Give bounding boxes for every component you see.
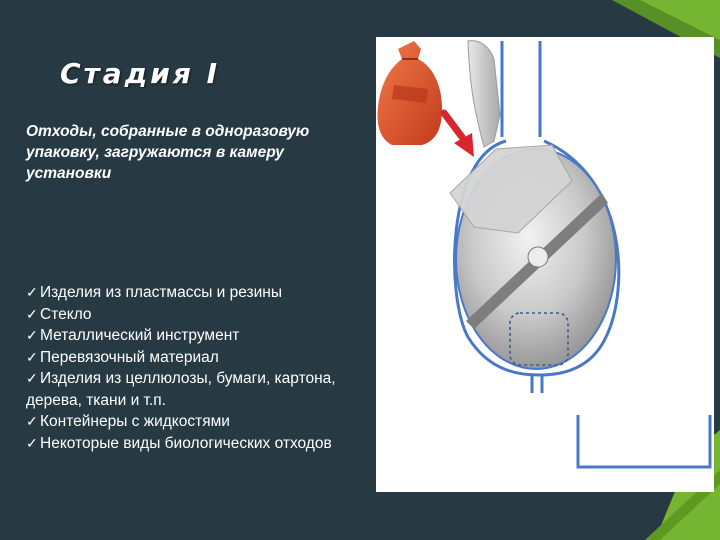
- checkmark-icon: ✓: [26, 413, 38, 429]
- list-item-text: Изделия из целлюлозы, бумаги, картона, дерева, ткани и т.п.: [26, 370, 336, 409]
- loading-funnel: [468, 41, 500, 147]
- checkmark-icon: ✓: [26, 370, 38, 386]
- list-item: [26, 347, 346, 369]
- waste-bag-icon: [378, 41, 442, 145]
- slide-title: Стадия I: [60, 57, 221, 90]
- list-item-text: Металлический инструмент: [40, 327, 240, 344]
- chamber-diagram: [376, 37, 714, 492]
- list-item-text: Контейнеры с жидкостями: [40, 413, 230, 430]
- list-item: [26, 411, 346, 433]
- checkmark-icon: ✓: [26, 284, 38, 300]
- checkmark-icon: ✓: [26, 434, 38, 451]
- list-item: [26, 282, 346, 304]
- waste-list: [26, 282, 346, 454]
- intro-text: Отходы, собранные в одноразовую упаковку, загружаются в камеру установки: [26, 123, 310, 182]
- chamber-illustration: [376, 37, 714, 492]
- checkmark-icon: ✓: [26, 348, 38, 365]
- arrow-icon: [444, 113, 474, 157]
- rotation-axis: [528, 247, 548, 267]
- list-item-text: Некоторые виды биологических отходов: [40, 434, 332, 452]
- list-item-text: Перевязочный материал: [40, 348, 219, 366]
- list-item: [26, 304, 346, 326]
- list-item: [26, 325, 346, 347]
- list-item-text: Изделия из пластмассы и резины: [40, 284, 282, 301]
- list-item: [26, 368, 346, 411]
- list-item-text: Стекло: [40, 305, 92, 323]
- list-item: [26, 433, 346, 455]
- checkmark-icon: ✓: [26, 305, 38, 322]
- checkmark-icon: ✓: [26, 327, 38, 343]
